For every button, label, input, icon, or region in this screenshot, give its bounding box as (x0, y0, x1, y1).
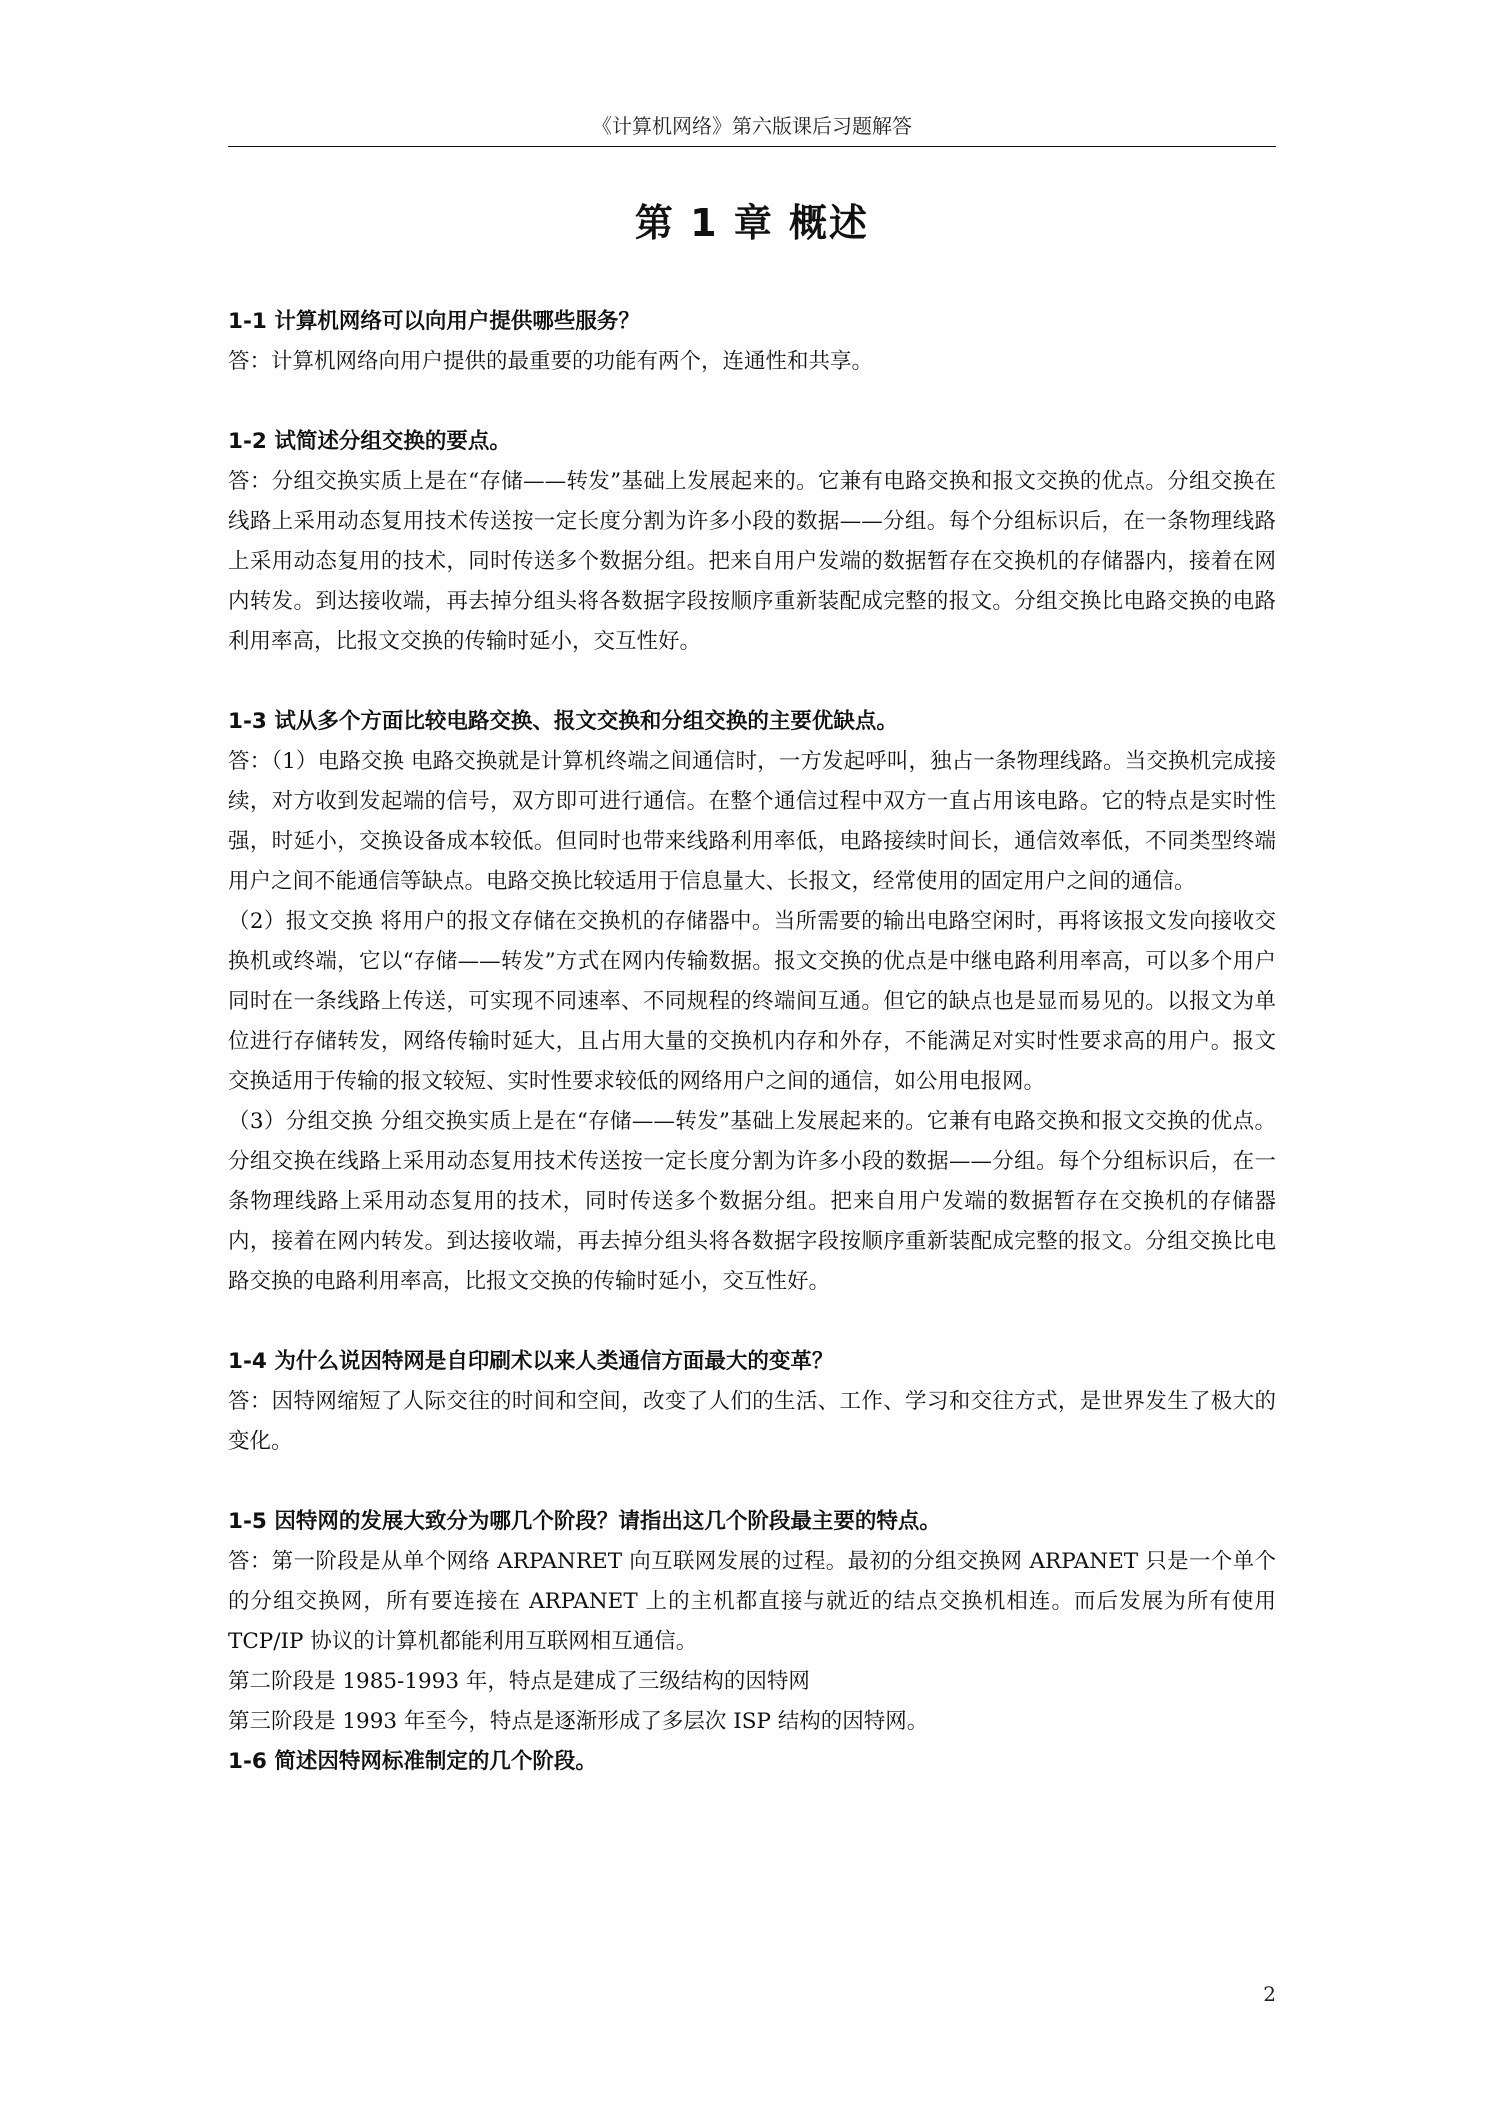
question-heading: 1-2 试简述分组交换的要点。 (228, 429, 511, 454)
section-spacer (228, 382, 1276, 422)
answer-paragraph: 答：分组交换实质上是在“存储——转发”基础上发展起来的。它兼有电路交换和报文交换的优点。分组交换在线路上采用动态复用技术传送按一定长度分割为许多小段的数据——分组。每个分组标识后，在一条物理线路上采用动态复用的技术，同时传送多个数据分组。把来自用户发端的数据暂存在交换机的存储器内，接着在网内转发。到达接收端，再去掉分组头将各数据字段按顺序重新装配成完整的报文。分组交换比电路交换的电路利用率高，比报文交换的传输时延小，交互性好。 (228, 469, 1276, 654)
answer-paragraph: 答：因特网缩短了人际交往的时间和空间，改变了人们的生活、工作、学习和交往方式，是世界发生了极大的变化。 (228, 1389, 1276, 1454)
running-header: 《计算机网络》第六版课后习题解答 (592, 114, 912, 138)
question-heading: 1-6 简述因特网标准制定的几个阶段。 (228, 1749, 597, 1774)
answer-paragraph: 第三阶段是 1993 年至今，特点是逐渐形成了多层次 ISP 结构的因特网。 (228, 1709, 929, 1734)
section-spacer (228, 662, 1276, 702)
qa-item-1-3 (228, 702, 1276, 1302)
answer-paragraph: （2）报文交换 将用户的报文存储在交换机的存储器中。当所需要的输出电路空闲时，再将该报文发向接收交换机或终端，它以“存储——转发”方式在网内传输数据。报文交换的优点是中继电路利用率高，可以多个用户同时在一条线路上传送，可实现不同速率、不同规程的终端间互通。但它的缺点也是显而易见的。以报文为单位进行存储转发，网络传输时延大，且占用大量的交换机内存和外存，不能满足对实时性要求高的用户。报文交换适用于传输的报文较短、实时性要求较低的网络用户之间的通信，如公用电报网。 (228, 909, 1276, 1094)
section-spacer (228, 1302, 1276, 1342)
answer-paragraph: （3）分组交换 分组交换实质上是在“存储——转发”基础上发展起来的。它兼有电路交换和报文交换的优点。分组交换在线路上采用动态复用技术传送按一定长度分割为许多小段的数据——分组。每个分组标识后，在一条物理线路上采用动态复用的技术，同时传送多个数据分组。把来自用户发端的数据暂存在交换机的存储器内，接着在网内转发。到达接收端，再去掉分组头将各数据字段按顺序重新装配成完整的报文。分组交换比电路交换的电路利用率高，比报文交换的传输时延小，交互性好。 (228, 1109, 1276, 1294)
qa-item-1-5 (228, 1502, 1276, 1742)
question-heading: 1-4 为什么说因特网是自印刷术以来人类通信方面最大的变革？ (228, 1349, 834, 1374)
answer-paragraph: 第二阶段是 1985-1993 年，特点是建成了三级结构的因特网 (228, 1669, 810, 1694)
qa-content (228, 302, 1276, 1782)
chapter-title: 第 1 章 概述 (634, 201, 870, 245)
question-heading: 1-1 计算机网络可以向用户提供哪些服务？ (228, 309, 640, 334)
question-heading: 1-5 因特网的发展大致分为哪几个阶段？请指出这几个阶段最主要的特点。 (228, 1509, 941, 1534)
qa-item-1-2 (228, 422, 1276, 662)
answer-paragraph: 答：计算机网络向用户提供的最重要的功能有两个，连通性和共享。 (228, 349, 874, 374)
qa-item-1-6 (228, 1742, 1276, 1782)
header-rule (228, 146, 1276, 147)
answer-paragraph: 答：第一阶段是从单个网络 ARPANRET 向互联网发展的过程。最初的分组交换网 ARPANET 只是一个单个的分组交换网，所有要连接在 ARPANET 上的主机都直接与就近的结点交换机相连。而后发展为所有使用 TCP/IP 协议的计算机都能利用互联网相互通信。 (228, 1549, 1276, 1654)
section-spacer (228, 1462, 1276, 1502)
qa-item-1-1 (228, 302, 1276, 382)
question-heading: 1-3 试从多个方面比较电路交换、报文交换和分组交换的主要优缺点。 (228, 709, 898, 734)
qa-item-1-4 (228, 1342, 1276, 1462)
page-number: 2 (1263, 1982, 1276, 2006)
answer-paragraph: 答：（1）电路交换 电路交换就是计算机终端之间通信时，一方发起呼叫，独占一条物理线路。当交换机完成接续，对方收到发起端的信号，双方即可进行通信。在整个通信过程中双方一直占用该电路。它的特点是实时性强，时延小，交换设备成本较低。但同时也带来线路利用率低，电路接续时间长，通信效率低，不同类型终端用户之间不能通信等缺点。电路交换比较适用于信息量大、长报文，经常使用的固定用户之间的通信。 (228, 749, 1276, 894)
